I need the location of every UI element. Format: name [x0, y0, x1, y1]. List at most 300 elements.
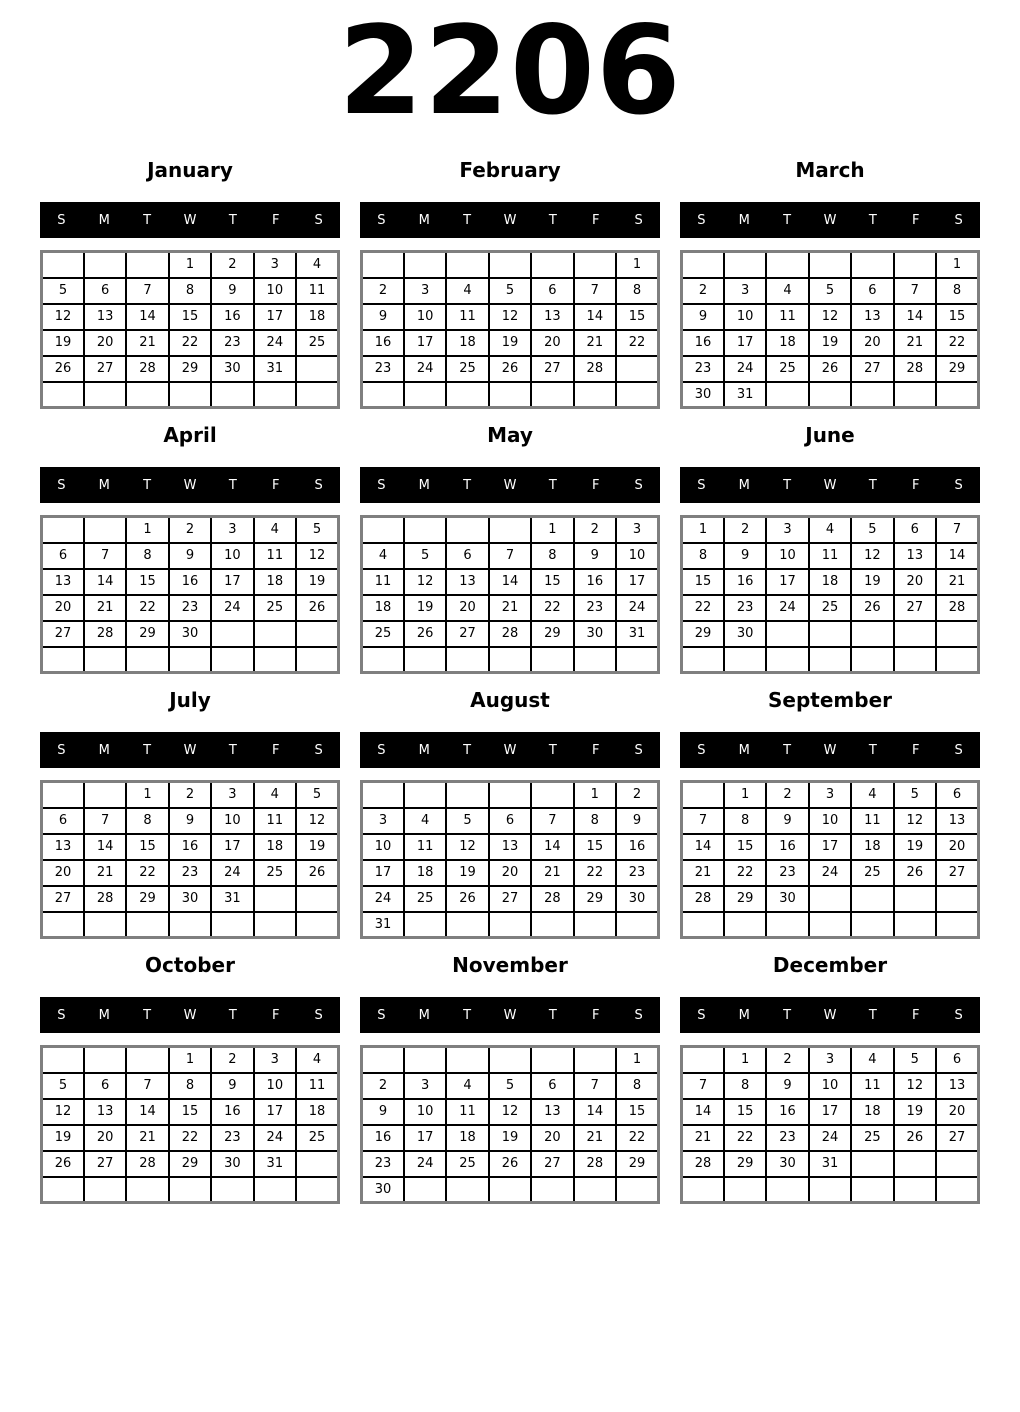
empty-day-cell [894, 382, 936, 408]
day-cell: 16 [211, 304, 253, 330]
empty-day-cell [362, 252, 404, 278]
empty-day-cell [169, 1177, 211, 1203]
day-cell: 29 [126, 621, 168, 647]
day-of-week-label: W [183, 1007, 197, 1023]
day-cell: 3 [404, 278, 446, 304]
empty-day-cell [724, 1177, 766, 1203]
day-cell: 21 [682, 1125, 724, 1151]
day-cell: 16 [362, 330, 404, 356]
empty-day-cell [446, 517, 488, 543]
day-cell: 22 [616, 1125, 658, 1151]
day-cell: 16 [362, 1125, 404, 1151]
day-of-week-header-bar [680, 997, 980, 1033]
day-of-week-label: W [503, 742, 517, 758]
day-cell: 8 [682, 543, 724, 569]
day-cell: 5 [809, 278, 851, 304]
day-cell: 9 [169, 543, 211, 569]
empty-day-cell [296, 1151, 338, 1177]
day-cell: 28 [84, 621, 126, 647]
empty-day-cell [894, 1177, 936, 1203]
day-cell: 26 [809, 356, 851, 382]
day-cell: 26 [894, 860, 936, 886]
week-row [682, 834, 979, 860]
month-date-grid [680, 515, 980, 674]
empty-day-cell [404, 252, 446, 278]
day-of-week-label: F [911, 1007, 920, 1023]
empty-day-cell [616, 647, 658, 673]
day-of-week-label: T [143, 212, 152, 228]
week-row [42, 304, 339, 330]
empty-day-cell [254, 1177, 296, 1203]
empty-day-cell [42, 1047, 84, 1073]
day-cell: 13 [851, 304, 893, 330]
day-cell: 14 [574, 1099, 616, 1125]
day-of-week-label: W [823, 1007, 837, 1023]
empty-day-cell [489, 252, 531, 278]
day-cell: 3 [211, 782, 253, 808]
week-row [42, 543, 339, 569]
day-cell: 10 [809, 1073, 851, 1099]
month-title: August [470, 688, 550, 712]
day-cell: 31 [616, 621, 658, 647]
month-december [680, 953, 980, 1204]
empty-day-cell [531, 1047, 573, 1073]
empty-day-cell [126, 1177, 168, 1203]
day-cell: 19 [851, 569, 893, 595]
day-cell: 16 [169, 834, 211, 860]
day-cell: 3 [809, 782, 851, 808]
day-cell: 18 [809, 569, 851, 595]
day-of-week-label: T [868, 742, 877, 758]
day-cell: 18 [851, 834, 893, 860]
day-of-week-label: T [143, 1007, 152, 1023]
day-of-week-label: W [183, 212, 197, 228]
day-cell: 22 [682, 595, 724, 621]
empty-day-cell [724, 252, 766, 278]
day-of-week-label: M [98, 212, 110, 228]
month-july [40, 688, 340, 939]
empty-day-cell [489, 1177, 531, 1203]
month-date-grid [40, 250, 340, 409]
day-cell: 30 [616, 886, 658, 912]
day-of-week-label: S [57, 1007, 66, 1023]
empty-day-cell [682, 912, 724, 938]
day-cell: 7 [682, 808, 724, 834]
month-november [360, 953, 660, 1204]
day-cell: 24 [809, 1125, 851, 1151]
day-cell: 5 [296, 517, 338, 543]
week-row [42, 647, 339, 673]
day-of-week-label: W [823, 212, 837, 228]
empty-day-cell [851, 647, 893, 673]
empty-day-cell [851, 252, 893, 278]
day-of-week-label: S [377, 1007, 386, 1023]
week-row [682, 647, 979, 673]
day-cell: 3 [766, 517, 808, 543]
empty-day-cell [682, 1177, 724, 1203]
week-row [362, 382, 659, 408]
empty-day-cell [404, 912, 446, 938]
empty-day-cell [254, 647, 296, 673]
day-cell: 1 [169, 1047, 211, 1073]
day-cell: 8 [126, 808, 168, 834]
empty-day-cell [682, 782, 724, 808]
day-cell: 28 [682, 1151, 724, 1177]
empty-day-cell [489, 517, 531, 543]
day-cell: 25 [446, 1151, 488, 1177]
day-of-week-label: F [271, 1007, 280, 1023]
day-of-week-label: F [591, 742, 600, 758]
day-cell: 23 [211, 330, 253, 356]
day-of-week-label: S [634, 212, 643, 228]
empty-day-cell [362, 647, 404, 673]
day-cell: 12 [446, 834, 488, 860]
day-cell: 19 [404, 595, 446, 621]
week-row [682, 886, 979, 912]
day-cell: 29 [574, 886, 616, 912]
day-cell: 22 [169, 1125, 211, 1151]
day-cell: 27 [84, 356, 126, 382]
day-cell: 10 [254, 278, 296, 304]
empty-day-cell [169, 912, 211, 938]
week-row [362, 912, 659, 938]
empty-day-cell [766, 912, 808, 938]
day-cell: 8 [169, 278, 211, 304]
day-cell: 11 [809, 543, 851, 569]
day-cell: 8 [126, 543, 168, 569]
week-row [682, 1047, 979, 1073]
empty-day-cell [531, 782, 573, 808]
empty-day-cell [574, 382, 616, 408]
day-cell: 26 [296, 595, 338, 621]
day-cell: 27 [446, 621, 488, 647]
day-of-week-label: M [418, 1007, 430, 1023]
week-row [362, 834, 659, 860]
day-cell: 20 [42, 595, 84, 621]
day-cell: 21 [936, 569, 978, 595]
day-cell: 6 [42, 543, 84, 569]
day-cell: 29 [126, 886, 168, 912]
empty-day-cell [851, 886, 893, 912]
empty-day-cell [169, 647, 211, 673]
day-of-week-label: F [911, 742, 920, 758]
day-cell: 30 [211, 356, 253, 382]
day-cell: 1 [126, 517, 168, 543]
empty-day-cell [574, 1177, 616, 1203]
empty-day-cell [574, 1047, 616, 1073]
day-of-week-label: T [783, 1007, 792, 1023]
week-row [682, 595, 979, 621]
week-row [362, 356, 659, 382]
day-cell: 4 [766, 278, 808, 304]
day-of-week-label: S [57, 212, 66, 228]
day-cell: 13 [936, 1073, 978, 1099]
day-of-week-label: T [228, 477, 237, 493]
empty-day-cell [574, 912, 616, 938]
month-title: February [459, 158, 561, 182]
week-row [362, 886, 659, 912]
day-cell: 31 [211, 886, 253, 912]
day-of-week-label: T [228, 212, 237, 228]
day-cell: 24 [616, 595, 658, 621]
empty-day-cell [211, 647, 253, 673]
empty-day-cell [446, 912, 488, 938]
day-cell: 29 [682, 621, 724, 647]
week-row [362, 1151, 659, 1177]
day-cell: 12 [489, 1099, 531, 1125]
day-cell: 15 [616, 304, 658, 330]
day-cell: 6 [894, 517, 936, 543]
day-of-week-label: W [823, 477, 837, 493]
week-row [42, 1177, 339, 1203]
day-cell: 17 [616, 569, 658, 595]
day-cell: 22 [616, 330, 658, 356]
day-cell: 23 [362, 356, 404, 382]
day-cell: 13 [489, 834, 531, 860]
empty-day-cell [531, 647, 573, 673]
day-cell: 4 [254, 517, 296, 543]
day-cell: 7 [894, 278, 936, 304]
day-cell: 25 [404, 886, 446, 912]
day-cell: 7 [936, 517, 978, 543]
empty-day-cell [84, 647, 126, 673]
empty-day-cell [936, 621, 978, 647]
empty-day-cell [126, 252, 168, 278]
day-cell: 13 [84, 304, 126, 330]
day-of-week-label: S [697, 212, 706, 228]
day-cell: 12 [894, 1073, 936, 1099]
week-row [682, 1177, 979, 1203]
month-august [360, 688, 660, 939]
day-cell: 12 [489, 304, 531, 330]
day-cell: 29 [724, 886, 766, 912]
empty-day-cell [446, 1177, 488, 1203]
week-row [682, 569, 979, 595]
day-cell: 3 [724, 278, 766, 304]
empty-day-cell [211, 912, 253, 938]
day-cell: 2 [169, 782, 211, 808]
empty-day-cell [936, 886, 978, 912]
day-cell: 24 [254, 1125, 296, 1151]
day-of-week-label: F [591, 1007, 600, 1023]
day-cell: 12 [42, 1099, 84, 1125]
day-cell: 9 [169, 808, 211, 834]
day-of-week-label: T [548, 1007, 557, 1023]
day-cell: 30 [724, 621, 766, 647]
day-of-week-label: T [548, 212, 557, 228]
day-cell: 3 [254, 252, 296, 278]
day-cell: 26 [851, 595, 893, 621]
day-of-week-header-bar [680, 202, 980, 238]
day-cell: 19 [809, 330, 851, 356]
day-of-week-label: T [228, 1007, 237, 1023]
month-march [680, 158, 980, 409]
day-of-week-label: W [183, 477, 197, 493]
empty-day-cell [851, 1151, 893, 1177]
day-of-week-label: M [418, 212, 430, 228]
day-cell: 30 [574, 621, 616, 647]
day-cell: 16 [766, 1099, 808, 1125]
day-cell: 4 [362, 543, 404, 569]
day-cell: 26 [42, 1151, 84, 1177]
day-cell: 8 [531, 543, 573, 569]
day-cell: 15 [936, 304, 978, 330]
empty-day-cell [446, 382, 488, 408]
day-cell: 14 [682, 834, 724, 860]
day-cell: 14 [936, 543, 978, 569]
week-row [682, 860, 979, 886]
day-cell: 25 [446, 356, 488, 382]
day-cell: 5 [489, 278, 531, 304]
day-cell: 2 [574, 517, 616, 543]
day-of-week-label: W [823, 742, 837, 758]
day-cell: 14 [531, 834, 573, 860]
day-of-week-label: S [377, 742, 386, 758]
week-row [42, 1099, 339, 1125]
day-cell: 18 [296, 1099, 338, 1125]
day-cell: 5 [489, 1073, 531, 1099]
day-cell: 26 [446, 886, 488, 912]
day-of-week-label: M [98, 742, 110, 758]
day-cell: 25 [809, 595, 851, 621]
day-cell: 13 [84, 1099, 126, 1125]
month-title: July [169, 688, 211, 712]
day-cell: 6 [531, 278, 573, 304]
day-cell: 28 [489, 621, 531, 647]
empty-day-cell [766, 647, 808, 673]
day-cell: 8 [724, 1073, 766, 1099]
empty-day-cell [296, 912, 338, 938]
empty-day-cell [254, 382, 296, 408]
empty-day-cell [296, 621, 338, 647]
day-cell: 29 [169, 1151, 211, 1177]
week-row [362, 595, 659, 621]
week-row [42, 808, 339, 834]
day-cell: 4 [446, 278, 488, 304]
day-cell: 4 [446, 1073, 488, 1099]
empty-day-cell [809, 621, 851, 647]
day-cell: 17 [254, 304, 296, 330]
day-of-week-label: M [738, 742, 750, 758]
day-cell: 9 [682, 304, 724, 330]
empty-day-cell [296, 356, 338, 382]
day-cell: 26 [489, 1151, 531, 1177]
day-of-week-label: F [591, 212, 600, 228]
day-cell: 18 [254, 569, 296, 595]
day-cell: 29 [936, 356, 978, 382]
day-of-week-label: T [143, 742, 152, 758]
week-row [362, 330, 659, 356]
day-cell: 12 [42, 304, 84, 330]
day-of-week-label: T [868, 212, 877, 228]
day-cell: 15 [169, 304, 211, 330]
empty-day-cell [84, 382, 126, 408]
day-cell: 7 [574, 1073, 616, 1099]
empty-day-cell [84, 1047, 126, 1073]
day-cell: 27 [894, 595, 936, 621]
day-cell: 8 [724, 808, 766, 834]
empty-day-cell [446, 782, 488, 808]
day-cell: 15 [616, 1099, 658, 1125]
day-cell: 20 [446, 595, 488, 621]
day-cell: 24 [362, 886, 404, 912]
day-cell: 13 [42, 569, 84, 595]
day-cell: 20 [84, 1125, 126, 1151]
day-cell: 10 [211, 808, 253, 834]
day-cell: 28 [84, 886, 126, 912]
empty-day-cell [936, 647, 978, 673]
empty-day-cell [809, 647, 851, 673]
day-cell: 10 [211, 543, 253, 569]
day-cell: 21 [489, 595, 531, 621]
day-cell: 27 [531, 1151, 573, 1177]
empty-day-cell [42, 1177, 84, 1203]
day-cell: 18 [446, 1125, 488, 1151]
month-date-grid [680, 1045, 980, 1204]
day-cell: 2 [362, 278, 404, 304]
day-cell: 27 [489, 886, 531, 912]
day-cell: 16 [766, 834, 808, 860]
day-cell: 14 [126, 1099, 168, 1125]
empty-day-cell [404, 517, 446, 543]
day-cell: 23 [169, 595, 211, 621]
empty-day-cell [404, 382, 446, 408]
day-of-week-header-bar [360, 997, 660, 1033]
day-cell: 23 [766, 860, 808, 886]
day-cell: 2 [682, 278, 724, 304]
day-cell: 11 [296, 278, 338, 304]
empty-day-cell [489, 912, 531, 938]
day-of-week-label: M [418, 742, 430, 758]
empty-day-cell [809, 382, 851, 408]
day-cell: 17 [809, 834, 851, 860]
day-cell: 9 [211, 1073, 253, 1099]
day-of-week-label: W [503, 212, 517, 228]
empty-day-cell [724, 912, 766, 938]
day-cell: 28 [574, 1151, 616, 1177]
empty-day-cell [851, 912, 893, 938]
day-cell: 30 [169, 621, 211, 647]
day-cell: 19 [489, 1125, 531, 1151]
empty-day-cell [84, 782, 126, 808]
day-cell: 23 [169, 860, 211, 886]
month-date-grid [360, 250, 660, 409]
day-cell: 11 [766, 304, 808, 330]
empty-day-cell [616, 1177, 658, 1203]
day-cell: 17 [724, 330, 766, 356]
day-cell: 29 [531, 621, 573, 647]
day-cell: 25 [851, 860, 893, 886]
week-row [362, 569, 659, 595]
months-grid [0, 132, 1020, 1204]
week-row [362, 1125, 659, 1151]
empty-day-cell [936, 1151, 978, 1177]
day-cell: 15 [169, 1099, 211, 1125]
month-january [40, 158, 340, 409]
day-cell: 12 [296, 808, 338, 834]
day-cell: 10 [616, 543, 658, 569]
day-cell: 4 [296, 1047, 338, 1073]
empty-day-cell [936, 382, 978, 408]
day-of-week-label: S [314, 742, 323, 758]
week-row [682, 278, 979, 304]
day-cell: 27 [531, 356, 573, 382]
empty-day-cell [42, 782, 84, 808]
day-of-week-label: T [228, 742, 237, 758]
day-cell: 11 [851, 1073, 893, 1099]
week-row [42, 782, 339, 808]
empty-day-cell [42, 517, 84, 543]
